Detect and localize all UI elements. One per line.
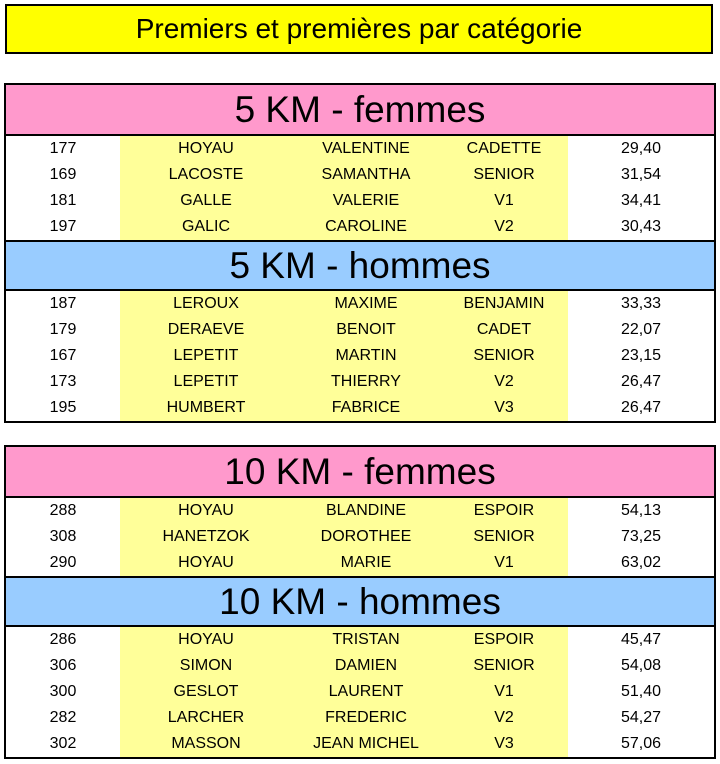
category-cell: ESPOIR — [473, 502, 535, 519]
last-name-cell: LEPETIT — [173, 347, 239, 364]
category-cell: V1 — [494, 683, 514, 700]
last-name-cell: HANETZOK — [162, 528, 250, 545]
table-row — [6, 214, 714, 240]
time-cell: 31,54 — [620, 166, 662, 183]
time-cell: 54,13 — [620, 502, 662, 519]
section-heading-5km-hommes: 5 KM - hommes — [6, 240, 714, 291]
bib-number-cell: 177 — [49, 140, 77, 157]
first-name-cell: TRISTAN — [332, 631, 400, 648]
last-name-cell: GALLE — [180, 192, 232, 209]
table-row — [6, 317, 714, 343]
category-cell: CADET — [476, 321, 532, 338]
category-cell: CADETTE — [466, 140, 542, 157]
first-name-cell: FREDERIC — [325, 709, 407, 726]
bib-number-cell: 282 — [49, 709, 77, 726]
first-name-cell: MARIE — [340, 554, 392, 571]
last-name-cell: HOYAU — [178, 554, 234, 571]
time-cell: 30,43 — [620, 218, 662, 235]
last-name-cell: HOYAU — [178, 140, 234, 157]
bib-number-cell: 173 — [49, 373, 77, 390]
bib-number-cell: 169 — [49, 166, 77, 183]
category-cell: V2 — [494, 373, 514, 390]
bib-number-cell: 195 — [49, 399, 77, 416]
table-row — [6, 524, 714, 550]
time-cell: 22,07 — [620, 321, 662, 338]
table-row — [6, 343, 714, 369]
section-heading-10km-hommes: 10 KM - hommes — [6, 576, 714, 627]
bib-number-cell: 179 — [49, 321, 77, 338]
category-cell: SENIOR — [473, 166, 535, 183]
bib-number-cell: 167 — [49, 347, 77, 364]
bib-number-cell: 288 — [49, 502, 77, 519]
table-row — [6, 627, 714, 653]
category-cell: BENJAMIN — [463, 295, 545, 312]
bib-number-cell: 181 — [49, 192, 77, 209]
bib-number-cell: 306 — [49, 657, 77, 674]
first-name-cell: CAROLINE — [325, 218, 407, 235]
table-row — [6, 731, 714, 757]
first-name-cell: JEAN MICHEL — [313, 735, 419, 752]
first-name-cell: SAMANTHA — [321, 166, 411, 183]
category-cell: SENIOR — [473, 657, 535, 674]
last-name-cell: LEPETIT — [173, 373, 239, 390]
table-row — [6, 162, 714, 188]
time-cell: 54,08 — [620, 657, 662, 674]
last-name-cell: HOYAU — [178, 502, 234, 519]
table-row — [6, 550, 714, 576]
time-cell: 29,40 — [620, 140, 662, 157]
table-row — [6, 369, 714, 395]
first-name-cell: DOROTHEE — [320, 528, 412, 545]
section-heading-5km-femmes: 5 KM - femmes — [6, 85, 714, 136]
rows-10km-hommes — [6, 627, 714, 757]
table-row — [6, 679, 714, 705]
category-cell: V1 — [494, 554, 514, 571]
rows-5km-hommes — [6, 291, 714, 421]
time-cell: 26,47 — [620, 373, 662, 390]
first-name-cell: VALENTINE — [322, 140, 410, 157]
last-name-cell: GESLOT — [173, 683, 239, 700]
bib-number-cell: 300 — [49, 683, 77, 700]
bib-number-cell: 308 — [49, 528, 77, 545]
first-name-cell: MAXIME — [334, 295, 398, 312]
rows-10km-femmes — [6, 498, 714, 576]
page-title: Premiers et premières par catégorie — [5, 4, 713, 54]
results-block-10km — [4, 445, 716, 759]
last-name-cell: HOYAU — [178, 631, 234, 648]
category-cell: V3 — [494, 399, 514, 416]
last-name-cell: LEROUX — [173, 295, 239, 312]
table-row — [6, 136, 714, 162]
bib-number-cell: 187 — [49, 295, 77, 312]
section-heading-10km-femmes: 10 KM - femmes — [6, 447, 714, 498]
time-cell: 23,15 — [620, 347, 662, 364]
table-row — [6, 291, 714, 317]
last-name-cell: SIMON — [179, 657, 233, 674]
first-name-cell: MARTIN — [335, 347, 397, 364]
category-cell: SENIOR — [473, 528, 535, 545]
time-cell: 45,47 — [620, 631, 662, 648]
first-name-cell: BLANDINE — [325, 502, 407, 519]
category-cell: ESPOIR — [473, 631, 535, 648]
category-cell: SENIOR — [473, 347, 535, 364]
table-row — [6, 705, 714, 731]
last-name-cell: HUMBERT — [166, 399, 246, 416]
category-cell: V1 — [494, 192, 514, 209]
bib-number-cell: 290 — [49, 554, 77, 571]
bib-number-cell: 302 — [49, 735, 77, 752]
results-block-5km — [4, 83, 716, 423]
last-name-cell: LARCHER — [167, 709, 245, 726]
first-name-cell: LAURENT — [328, 683, 404, 700]
first-name-cell: BENOIT — [336, 321, 396, 338]
last-name-cell: GALIC — [181, 218, 230, 235]
time-cell: 51,40 — [620, 683, 662, 700]
time-cell: 34,41 — [620, 192, 662, 209]
category-cell: V2 — [494, 709, 514, 726]
time-cell: 63,02 — [620, 554, 662, 571]
first-name-cell: THIERRY — [331, 373, 401, 390]
time-cell: 54,27 — [620, 709, 662, 726]
table-row — [6, 653, 714, 679]
last-name-cell: MASSON — [171, 735, 241, 752]
rows-5km-femmes — [6, 136, 714, 240]
time-cell: 57,06 — [620, 735, 662, 752]
table-row — [6, 395, 714, 421]
first-name-cell: FABRICE — [331, 399, 401, 416]
time-cell: 33,33 — [620, 295, 662, 312]
table-row — [6, 498, 714, 524]
category-cell: V2 — [494, 218, 514, 235]
first-name-cell: DAMIEN — [334, 657, 398, 674]
category-cell: V3 — [494, 735, 514, 752]
first-name-cell: VALERIE — [332, 192, 400, 209]
last-name-cell: LACOSTE — [168, 166, 244, 183]
last-name-cell: DERAEVE — [167, 321, 245, 338]
time-cell: 26,47 — [620, 399, 662, 416]
table-row — [6, 188, 714, 214]
time-cell: 73,25 — [620, 528, 662, 545]
bib-number-cell: 286 — [49, 631, 77, 648]
bib-number-cell: 197 — [49, 218, 77, 235]
